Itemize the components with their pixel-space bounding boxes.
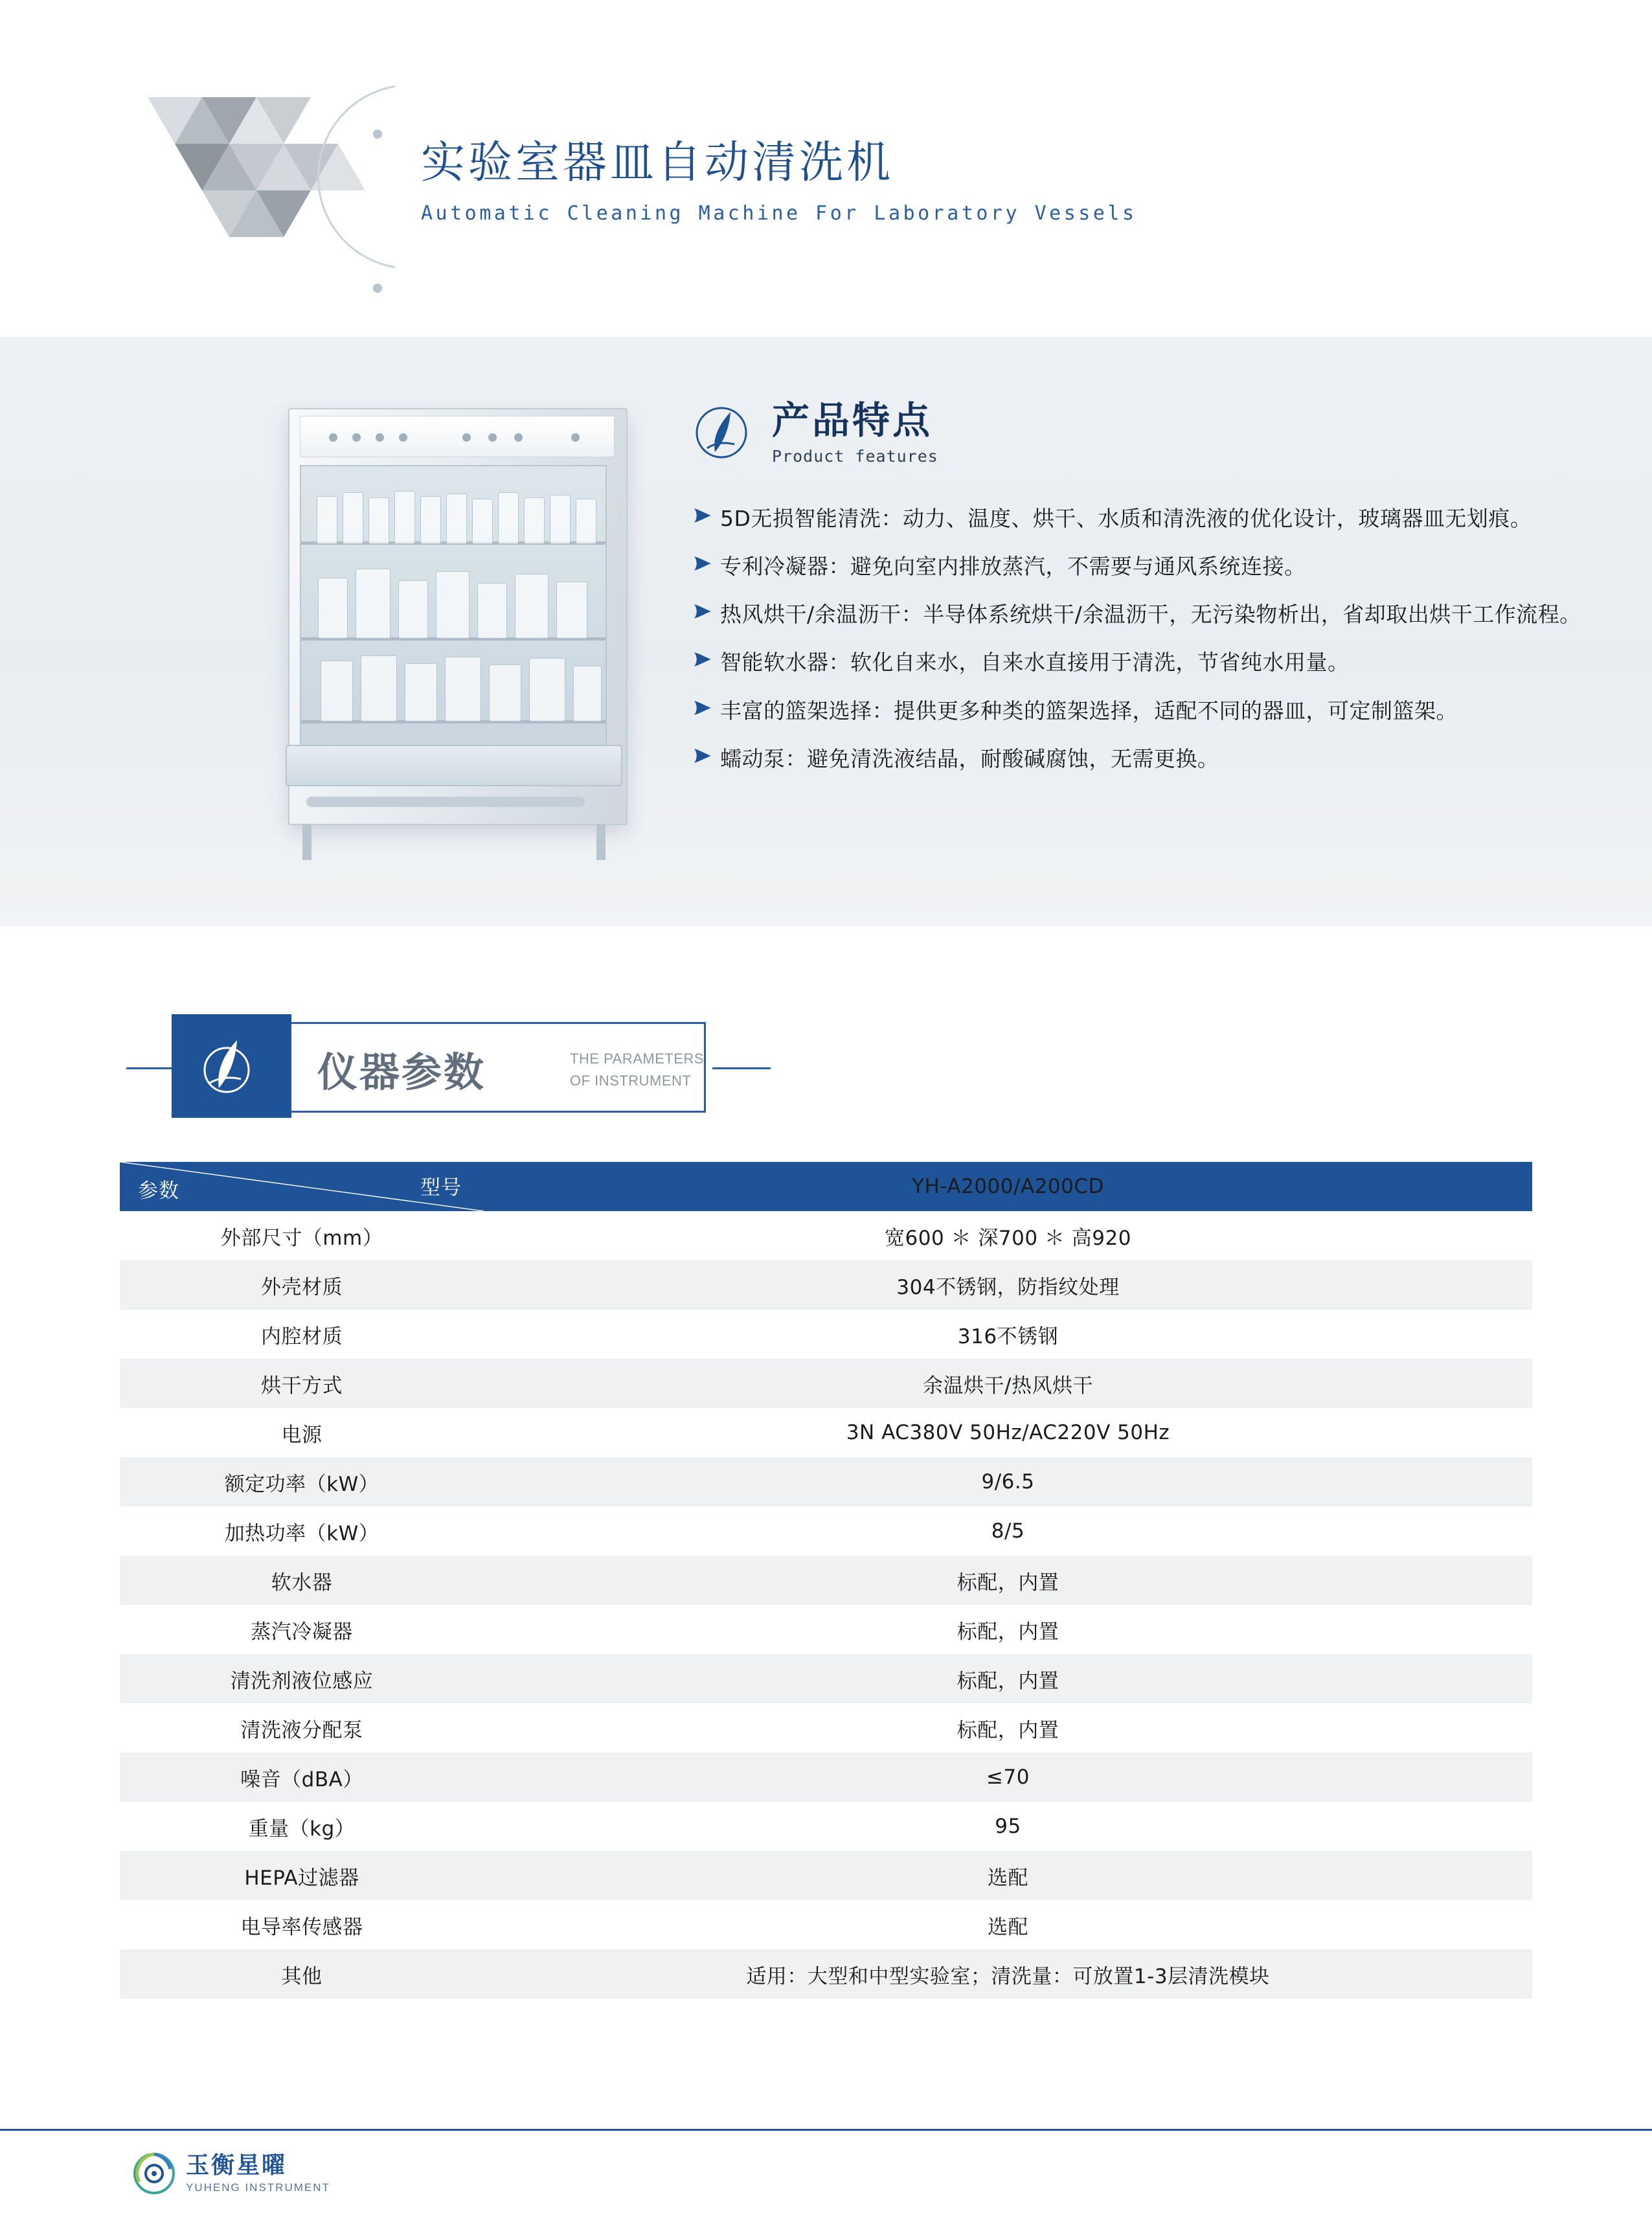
parameters-title-en: THE PARAMETERS OF INSTRUMENT (570, 1051, 705, 1089)
page-subtitle: Automatic Cleaning Machine For Laboratory Vessels (421, 201, 1137, 225)
row-label: 清洗剂液位感应 (120, 1654, 484, 1703)
arrow-bullet-icon (693, 694, 720, 716)
features-panel (693, 398, 1600, 790)
row-value: 3N AC380V 50Hz/AC220V 50Hz (484, 1408, 1532, 1457)
row-value: 宽600 ＊ 深700 ＊ 高920 (484, 1211, 1532, 1260)
page-header (0, 0, 1652, 337)
arrow-bullet-icon (693, 550, 720, 572)
brand-name-cn: 玉衡星曜 (186, 2152, 288, 2179)
row-value: 316不锈钢 (484, 1310, 1532, 1359)
row-label: HEPA过滤器 (120, 1851, 484, 1900)
row-label: 烘干方式 (120, 1359, 484, 1408)
row-value: 适用：大型和中型实验室；清洗量：可放置1-3层清洗模块 (484, 1949, 1532, 1999)
product-image (230, 382, 683, 874)
table-row (120, 1556, 1532, 1605)
feature-item (693, 598, 1600, 631)
row-label: 电源 (120, 1408, 484, 1457)
table-row (120, 1260, 1532, 1310)
row-value: 标配，内置 (484, 1556, 1532, 1605)
table-row (120, 1211, 1532, 1260)
row-label: 清洗液分配泵 (120, 1703, 484, 1753)
feature-text: 蠕动泵：避免清洗液结晶，耐酸碱腐蚀，无需更换。 (720, 745, 1219, 771)
feature-text: 专利冷凝器：避免向室内排放蒸汽，不需要与通风系统连接。 (720, 554, 1306, 580)
features-list (693, 502, 1600, 776)
row-label: 额定功率（kW） (120, 1457, 484, 1506)
row-label: 加热功率（kW） (120, 1506, 484, 1556)
arrow-bullet-icon (693, 742, 720, 764)
table-header-row (120, 1162, 1532, 1211)
row-value: 选配 (484, 1851, 1532, 1900)
feature-text: 热风烘干/余温沥干：半导体系统烘干/余温沥干，无污染物析出，省却取出烘干工作流程。 (720, 602, 1581, 628)
row-value: 标配，内置 (484, 1703, 1532, 1753)
brand-logo (133, 2152, 330, 2195)
row-label: 软水器 (120, 1556, 484, 1605)
table-row (120, 1359, 1532, 1408)
row-value: 标配，内置 (484, 1605, 1532, 1654)
pen-logo-icon (693, 402, 755, 464)
header-dot-bottom-icon (373, 284, 382, 293)
parameters-heading (0, 1003, 1652, 1132)
feature-item (693, 502, 1600, 536)
table-row (120, 1506, 1532, 1556)
table-row (120, 1753, 1532, 1802)
row-value: 标配，内置 (484, 1654, 1532, 1703)
row-value: 9/6.5 (484, 1457, 1532, 1506)
row-value: ≤70 (484, 1753, 1532, 1802)
table-row (120, 1802, 1532, 1851)
table-model-header: YH-A2000/A200CD (484, 1162, 1532, 1211)
table-row (120, 1408, 1532, 1457)
row-label: 噪音（dBA） (120, 1753, 484, 1802)
row-label: 其他 (120, 1949, 484, 1999)
table-row (120, 1654, 1532, 1703)
feature-text: 丰富的篮架选择：提供更多种类的篮架选择，适配不同的器皿，可定制篮架。 (720, 698, 1458, 723)
table-row (120, 1310, 1532, 1359)
feature-item (693, 742, 1600, 776)
arrow-bullet-icon (693, 598, 720, 620)
header-dot-top-icon (373, 130, 382, 139)
row-value: 304不锈钢，防指纹处理 (484, 1260, 1532, 1310)
row-value: 95 (484, 1802, 1532, 1851)
feature-text: 5D无损智能清洗：动力、温度、烘干、水质和清洗液的优化设计，玻璃器皿无划痕。 (720, 506, 1532, 531)
pen-logo-icon (194, 1036, 266, 1098)
features-title-en: Product features (772, 447, 938, 466)
feature-text: 智能软水器：软化自来水，自来水直接用于清洗，节省纯水用量。 (720, 650, 1350, 676)
row-label: 蒸汽冷凝器 (120, 1605, 484, 1654)
table-row (120, 1949, 1532, 1999)
parameters-title-cn: 仪器参数 (317, 1049, 486, 1096)
row-label: 重量（kg） (120, 1802, 484, 1851)
brand-name-en: YUHENG INSTRUMENT (186, 2181, 330, 2194)
feature-item (693, 694, 1600, 728)
row-value: 余温烘干/热风烘干 (484, 1359, 1532, 1408)
arrow-bullet-icon (693, 646, 720, 668)
spec-table (120, 1162, 1532, 1999)
header-title-group (421, 139, 1137, 225)
table-row (120, 1605, 1532, 1654)
table-row (120, 1851, 1532, 1900)
corner-parameter-label: 参数 (138, 1179, 179, 1203)
arrow-bullet-icon (693, 502, 720, 524)
company-logo-icon (133, 2152, 175, 2195)
feature-item (693, 646, 1600, 679)
corner-model-label: 型号 (420, 1176, 462, 1199)
page-title: 实验室器皿自动清洗机 (421, 137, 894, 188)
row-label: 电导率传感器 (120, 1900, 484, 1949)
table-row (120, 1457, 1532, 1506)
row-value: 选配 (484, 1900, 1532, 1949)
row-label: 外壳材质 (120, 1260, 484, 1310)
row-label: 外部尺寸（mm） (120, 1211, 484, 1260)
table-row (120, 1703, 1532, 1753)
footer-divider (0, 2129, 1652, 2131)
row-value: 8/5 (484, 1506, 1532, 1556)
row-label: 内腔材质 (120, 1310, 484, 1359)
features-heading (693, 398, 1600, 466)
features-title-cn: 产品特点 (772, 398, 933, 442)
table-row (120, 1900, 1532, 1949)
spec-table-wrapper (0, 1162, 1652, 1999)
page-footer (0, 2129, 1652, 2226)
product-features-section (0, 337, 1652, 926)
feature-item (693, 550, 1600, 584)
table-corner-cell (120, 1162, 484, 1211)
